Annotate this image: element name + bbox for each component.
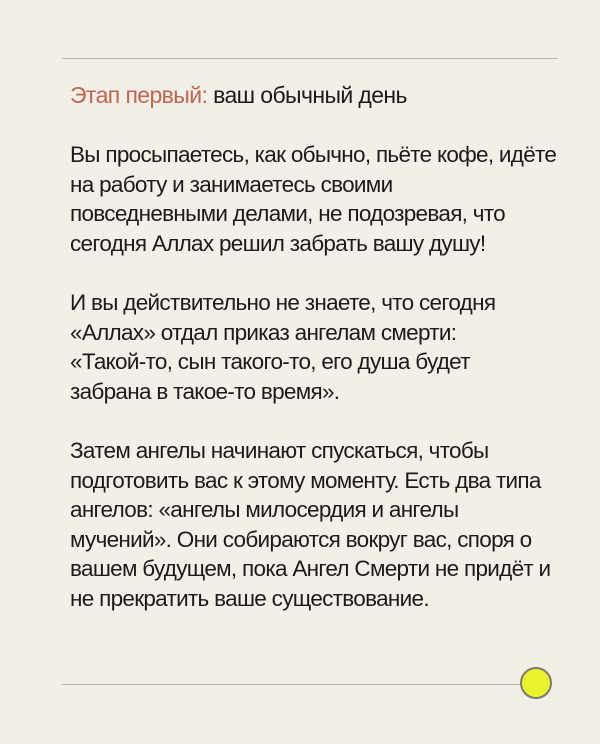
heading-rest: ваш обычный день bbox=[213, 82, 407, 108]
paragraph-3: Затем ангелы начинают спускаться, чтобы подготовить вас к этому моменту. Есть два типа ангелов: «ангелы милосердия и ангелы мучений». Они собираются вокруг вас, споря о вашем будущем, пока Ангел Смерти не придёт и не прекратить ваше существование. bbox=[70, 438, 551, 611]
paragraph-2: И вы действительно не знаете, что сегодня «Аллах» отдал приказ ангелам смерти: «Такой-то, сын такого-то, его душа будет забрана в такое-то время». bbox=[70, 290, 496, 404]
yellow-dot-marker bbox=[520, 667, 552, 699]
paragraph-1: Вы просыпаетесь, как обычно, пьёте кофе, идёте на работу и занимаетесь своими повседневными делами, не подозревая, что сегодня Аллах решил забрать вашу душу! bbox=[70, 142, 557, 256]
bottom-divider bbox=[62, 684, 527, 685]
heading-accent: Этап первый: bbox=[70, 82, 208, 108]
top-divider bbox=[62, 58, 558, 59]
section-heading bbox=[70, 80, 570, 110]
article bbox=[70, 80, 570, 643]
